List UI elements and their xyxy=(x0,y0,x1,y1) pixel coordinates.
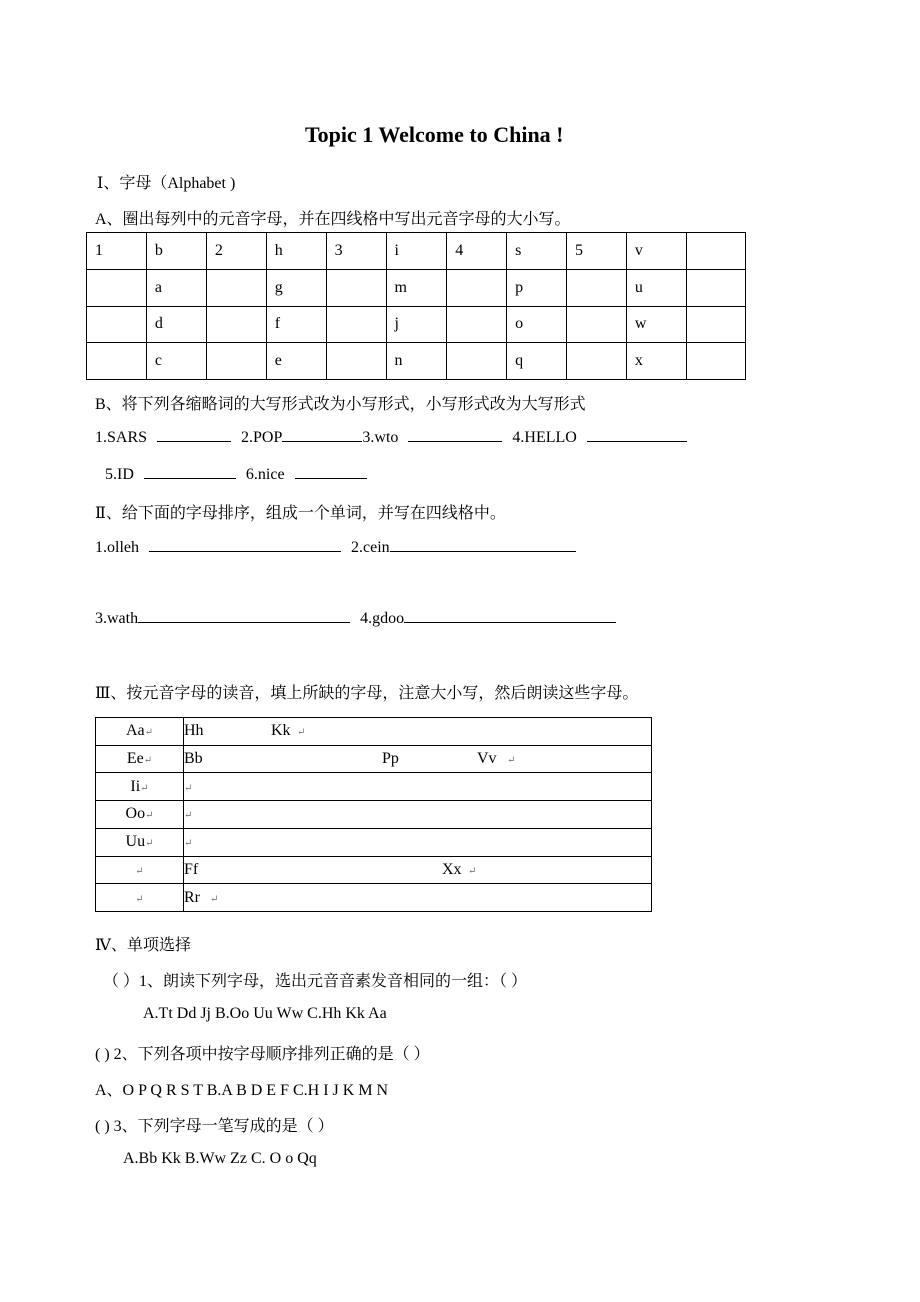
section-1-heading: Ⅰ、字母（Alphabet ) xyxy=(97,175,236,192)
grid-cell xyxy=(567,269,627,306)
vowel-label: Ii xyxy=(130,777,141,795)
abbrev-item: 4.HELLO xyxy=(512,429,577,446)
unscramble-item: 2.cein xyxy=(351,539,390,556)
grid-cell xyxy=(326,343,386,380)
answer-blank[interactable] xyxy=(404,608,616,623)
grid-cell: 2 xyxy=(206,233,266,270)
grid-cell xyxy=(87,306,147,343)
vowel-label: Uu xyxy=(125,833,146,851)
return-mark-icon: ↵ xyxy=(135,893,144,905)
vowel-row xyxy=(96,773,652,801)
grid-cell: q xyxy=(507,343,567,380)
letters-cell xyxy=(184,828,652,856)
grid-cell xyxy=(567,306,627,343)
grid-cell xyxy=(447,306,507,343)
vowel-cell xyxy=(96,801,184,829)
grid-cell: p xyxy=(507,269,567,306)
grid-cell: h xyxy=(266,233,326,270)
question-2-options: A、O P Q R S T B.A B D E F C.H I J K M N xyxy=(95,1082,389,1099)
vowel-label: Ee xyxy=(126,750,144,768)
return-mark-icon: ↵ xyxy=(507,755,516,767)
unscramble-item: 4.gdoo xyxy=(360,610,405,627)
grid-cell xyxy=(87,343,147,380)
grid-cell: e xyxy=(266,343,326,380)
section-3-heading: Ⅲ、按元音字母的读音，填上所缺的字母，注意大小写，然后朗读这些字母。 xyxy=(95,685,639,702)
grid-cell: x xyxy=(626,343,687,380)
vowel-sound-table xyxy=(95,717,652,912)
question-3-options: A.Bb Kk B.Ww Zz C. O o Qq xyxy=(123,1150,317,1167)
return-mark-icon: ↵ xyxy=(297,727,306,739)
grid-cell: w xyxy=(626,306,687,343)
unscramble-row-2 xyxy=(95,608,616,628)
letter-item: Hh xyxy=(184,722,204,740)
grid-cell: 1 xyxy=(87,233,147,270)
grid-cell xyxy=(447,269,507,306)
grid-cell: b xyxy=(146,233,206,270)
answer-blank[interactable] xyxy=(282,427,362,442)
page-title: Topic 1 Welcome to China ! xyxy=(305,122,564,147)
grid-cell: 5 xyxy=(567,233,627,270)
return-mark-icon: ↵ xyxy=(140,782,149,794)
question-1-options: A.Tt Dd Jj B.Oo Uu Ww C.Hh Kk Aa xyxy=(143,1005,387,1022)
vowel-cell xyxy=(96,718,184,746)
return-mark-icon: ↵ xyxy=(143,755,153,767)
letters-cell xyxy=(184,801,652,829)
grid-cell: 3 xyxy=(326,233,386,270)
grid-cell: 4 xyxy=(447,233,507,270)
grid-cell xyxy=(87,269,147,306)
vowel-row xyxy=(96,718,652,746)
abbrev-row-1 xyxy=(95,427,687,447)
grid-cell xyxy=(206,343,266,380)
return-mark-icon: ↵ xyxy=(210,893,219,905)
abbrev-item: 5.ID xyxy=(105,466,134,483)
section-2-heading: Ⅱ、给下面的字母排序，组成一个单词，并写在四线格中。 xyxy=(95,505,506,522)
grid-cell xyxy=(687,306,746,343)
grid-cell xyxy=(206,306,266,343)
answer-blank[interactable] xyxy=(408,427,502,442)
grid-cell xyxy=(567,343,627,380)
question-1: （ ）1、朗读下列字母，选出元音音素发音相同的一组：（ ） xyxy=(103,973,528,990)
letter-item: Ff xyxy=(184,860,199,878)
grid-cell: j xyxy=(386,306,447,343)
letters-cell xyxy=(184,745,652,773)
vowel-cell xyxy=(96,856,184,884)
grid-cell: s xyxy=(507,233,567,270)
grid-cell: i xyxy=(386,233,447,270)
letter-item: Vv xyxy=(477,750,497,768)
answer-blank[interactable] xyxy=(157,427,231,442)
vowel-cell xyxy=(96,745,184,773)
return-mark-icon: ↵ xyxy=(468,865,477,877)
grid-cell xyxy=(447,343,507,380)
letters-cell xyxy=(184,773,652,801)
return-mark-icon: ↵ xyxy=(184,810,193,822)
letters-cell xyxy=(184,884,652,912)
vowel-row xyxy=(96,828,652,856)
vowel-label: Oo xyxy=(125,805,146,823)
vowel-cell xyxy=(96,884,184,912)
grid-cell: g xyxy=(266,269,326,306)
unscramble-item: 3.wath xyxy=(95,610,139,627)
abbrev-row-2 xyxy=(105,464,367,484)
letter-item: Rr xyxy=(184,888,200,906)
grid-row xyxy=(87,343,746,380)
vowel-row xyxy=(96,801,652,829)
answer-blank[interactable] xyxy=(390,537,576,552)
grid-cell xyxy=(687,269,746,306)
unscramble-item: 1.olleh xyxy=(95,539,139,556)
vowel-row xyxy=(96,884,652,912)
letters-cell xyxy=(184,856,652,884)
grid-cell: o xyxy=(507,306,567,343)
grid-row xyxy=(87,233,746,270)
section-4-heading: Ⅳ、单项选择 xyxy=(95,937,191,954)
answer-blank[interactable] xyxy=(587,427,687,442)
return-mark-icon: ↵ xyxy=(184,838,193,850)
letters-cell xyxy=(184,718,652,746)
grid-cell xyxy=(687,343,746,380)
vowel-row xyxy=(96,856,652,884)
abbrev-item: 6.nice xyxy=(245,466,285,483)
grid-cell xyxy=(326,269,386,306)
vowel-row xyxy=(96,745,652,773)
grid-cell xyxy=(326,306,386,343)
grid-cell xyxy=(687,233,746,270)
answer-blank[interactable] xyxy=(144,464,236,479)
abbrev-item: 2.POP xyxy=(241,429,283,446)
letter-item: Bb xyxy=(184,750,203,768)
letter-item: Kk xyxy=(271,722,291,740)
grid-row xyxy=(87,269,746,306)
grid-cell: f xyxy=(266,306,326,343)
return-mark-icon: ↵ xyxy=(145,810,154,822)
letter-item: Pp xyxy=(382,750,399,768)
return-mark-icon: ↵ xyxy=(184,782,193,794)
question-2: ( ) 2、下列各项中按字母顺序排列正确的是（ ） xyxy=(95,1046,430,1063)
abbrev-item: 1.SARS xyxy=(95,429,148,446)
answer-blank[interactable] xyxy=(295,464,367,479)
vowel-cell xyxy=(96,773,184,801)
part-a-instruction: A、圈出每列中的元音字母，并在四线格中写出元音字母的大小写。 xyxy=(95,211,571,228)
grid-cell: a xyxy=(146,269,206,306)
grid-row xyxy=(87,306,746,343)
grid-cell: n xyxy=(386,343,447,380)
return-mark-icon: ↵ xyxy=(145,838,154,850)
abbrev-item: 3.wto xyxy=(362,429,399,446)
vowel-cell xyxy=(96,828,184,856)
grid-cell: c xyxy=(146,343,206,380)
grid-cell: d xyxy=(146,306,206,343)
part-b-instruction: B、将下列各缩略词的大写形式改为小写形式，小写形式改为大写形式 xyxy=(95,396,586,413)
grid-cell: v xyxy=(626,233,687,270)
unscramble-row-1 xyxy=(95,537,576,557)
answer-blank[interactable] xyxy=(138,608,350,623)
return-mark-icon: ↵ xyxy=(144,727,154,739)
letter-item: Xx xyxy=(442,860,462,878)
vowel-circle-table xyxy=(86,232,746,380)
vowel-label: Aa xyxy=(125,722,145,740)
return-mark-icon: ↵ xyxy=(135,865,144,877)
grid-cell: u xyxy=(626,269,687,306)
question-3: ( ) 3、下列字母一笔写成的是（ ） xyxy=(95,1118,334,1135)
grid-cell: m xyxy=(386,269,447,306)
grid-cell xyxy=(206,269,266,306)
answer-blank[interactable] xyxy=(149,537,341,552)
